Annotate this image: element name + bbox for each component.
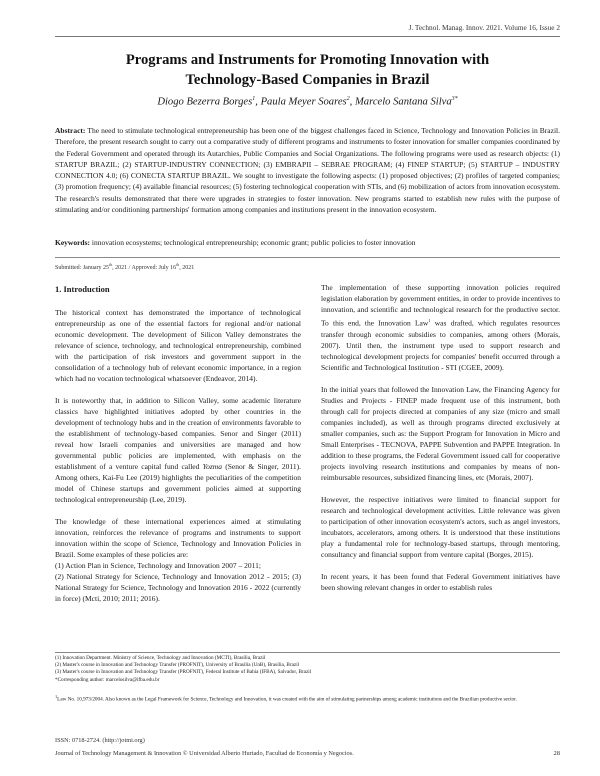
paragraph-text: It is noteworthy that, in addition to Silicon Valley, some academic literature classics have highlighted initiatives adopted by other countries in the development of technology hubs and in the creation of environments favorable to the establishment of technology-based companies. Senor and Singer (2011) reveal how Israeli companies and universities are managed and how governmental public policies are implemented, with emphasis on the establishment of a venture capital fund called	[55, 396, 301, 471]
journal-footer: Journal of Technology Management & Innovation © Universidad Alberto Hurtado, Facultad de Economía y Negocios.	[55, 750, 354, 757]
paragraph	[321, 282, 560, 373]
submission-dates	[55, 262, 194, 271]
title-line-1: Programs and Instruments for Promoting Innovation with	[125, 52, 490, 68]
author-mark: 1	[252, 96, 256, 102]
footnote	[55, 693, 560, 704]
paragraph: In recent years, it has been found that Federal Government initiatives have been showing relevant changes in order to establish rules	[321, 571, 560, 592]
paragraph-text: The implementation of these supporting innovation policies required legislation elaboration by government entities, in order to provide incentives to innovation, and scientific and technological research for the productive sector. To this end, the Innovation Law	[321, 283, 560, 328]
author-name: Paula Meyer Soares	[260, 96, 347, 108]
italic-term: Yozma	[202, 462, 222, 471]
paragraph: The historical context has demonstrated the importance of technological entrepreneurship as one of the essential factors for regional and/or national economic development. The development of Silicon Valley demonstrates the relevance of science, technology, and technological entrepreneurship, combined with the participation of risk investors and government support in the consolidation of a technology hub of relevant economic importance, in a region which had no vocation technological whatsoever (Endeavor, 2014).	[55, 308, 301, 383]
list-item: (2) National Strategy for Science, Technology and Innovation 2012 - 2015; (3) National Strategy for Science, Technology and Innovation 2016 - 2022 (currently in force) (Mcti, 2010; 2011; 2016).	[55, 572, 301, 603]
page-number: 28	[553, 750, 560, 757]
ordinal-suffix: th	[176, 262, 180, 267]
list-item: (1) Action Plan in Science, Technology and Innovation 2007 – 2011;	[55, 561, 261, 570]
abstract-label: Abstract:	[55, 126, 86, 135]
notes-divider	[55, 652, 560, 653]
keywords-text: innovation ecosystems; technological entrepreneurship; economic grant; public policies to foster innovation	[91, 238, 416, 247]
affiliations	[55, 655, 560, 684]
paragraph-text: was drafted, which regulates resources transfer through economic subsidies to companies, among others (Morais, 2007). Until then, the instrument type used to support research and technological development projects for companies' benefit occurred through a Scientific and Technological Institution - STI (CGEE, 2009).	[321, 318, 560, 372]
abstract-text: The need to stimulate technological entrepreneurship has been one of the biggest challenges faced in Science, Technology and Innovation Policies in Brazil. Therefore, the present research sought to carry out a comparative study of different programs and instruments to foster innovation for smaller companies coordinated by the Federal Government and operated through its Autarchies, Public Companies and Social Organizations. The following programs were used as research objects: (1) STARTUP BRAZIL; (2) STARTUP-INDUSTRY CONNECTION; (3) EMBRAPII – SEBRAE PROGRAM; (4) FINEP STARTUP; (5) STARTUP – INDUSTRY CONNECTION 4.0; (6) CONECTA STARTUP BRAZIL. We sought to investigate the following aspects: (1) proposed objectives; (2) profiles of targeted companies; (3) promotion frequency; (4) available financial resources; (5) fostering technological cooperation with STIs, and (6) mobilization of actors from innovation ecosystem. The research's results demonstrated that there were upgrades in strategies to foster innovation. New programs started to establish new rules with the purpose of stimulating and/or conditioning partnerships' formation among companies and institutions present in the innovation ecosystem.	[55, 126, 560, 215]
author-name: Diogo Bezerra Borges	[157, 96, 253, 108]
corresponding-author: *Corresponding author: marcelosilva@ifba.edu.br	[55, 676, 160, 683]
paragraph-text: (Senor & Singer, 2011). Among others, Kai-Fu Lee (2019) highlights the peculiarities of the competition model of Chinese startups and government policies aimed at supporting technological entrepreneurship (Lee, 2019).	[55, 462, 301, 504]
author-name: Marcelo Santana Silva	[354, 96, 452, 108]
keywords-label: Keywords:	[55, 238, 90, 247]
affiliation: (1) Innovation Department. Ministry of Science, Technology and Innovation (MCTI), Brasília, Brazil	[55, 655, 266, 661]
approved-date: , 2021 / Approved: July 16	[112, 265, 177, 271]
left-column	[55, 282, 301, 615]
approved-year: , 2021	[179, 265, 195, 271]
running-head: J. Technol. Manag. Innov. 2021. Volume 16, Issue 2	[408, 23, 560, 32]
footnote-mark: 1	[428, 318, 431, 323]
footnote-mark: 1	[55, 694, 58, 699]
footnote-text: Law No. 10,973/2004. Also known as the Legal Framework for Science, Technology and Innovation, it was created with the aim of stimulating partnerships among academic institutions and the Brazilian productive sector.	[57, 696, 517, 703]
article-title	[55, 50, 560, 90]
abstract	[55, 125, 560, 215]
top-rule	[55, 36, 560, 37]
affiliation: (3) Master's course in Innovation and Technology Transfer (PROFNIT), Federal Institute of Bahia (IFBA), Salvador, Brazil	[55, 669, 312, 676]
paragraph: The knowledge of these international experiences aimed at stimulating innovation, reinforces the relevance of programs and instruments to support innovation within the scope of Science, Technology and Innovation Policies in Brazil. Some examples of these policies are:	[55, 517, 301, 559]
author-list: Diogo Bezerra Borges$^1$, Paula Meyer Soares$^2$, Marcelo Santana Silva$^{3*}$	[157, 96, 458, 108]
paragraph: However, the respective initiatives were limited to financial support for research and technological development activities. Little relevance was given to participation of other innovation ecosystem's actors, such as angel investors, incubators, accelerators, among others. It is understood that these institutions play a fundamental role for technology-based startups, through mentoring, consultancy and financial support from venture capital (Borges, 2015).	[321, 494, 560, 559]
author-mark: 3*	[451, 96, 458, 102]
submitted-date: Submitted: January 25	[55, 265, 109, 271]
keywords	[55, 238, 560, 247]
affiliation: (2) Master's course in Innovation and Technology Transfer (PROFNIT), University of Brasília (UnB), Brasília, Brazil	[55, 662, 300, 669]
author-mark: 2	[346, 96, 350, 102]
section-heading: 1. Introduction	[55, 284, 110, 294]
ordinal-suffix: th	[109, 262, 113, 267]
title-line-2: Technology-Based Companies in Brazil	[185, 72, 430, 88]
paragraph	[55, 395, 301, 505]
issn: ISSN: 0718-2724. (http://jotmi.org)	[55, 737, 145, 744]
divider	[55, 257, 560, 258]
paragraph: In the initial years that followed the Innovation Law, the Financing Agency for Studies and Projects - FINEP made frequent use of this instrument, both through call for projects directed at companies of any size (micro and small companies included), as well as through programs directed exclusively at smaller companies, such as: the Support Program for Innovation in Micro and Small Enterprises - TECNOVA, PAPPE Subvention and PAPPE Integration. In addition to these programs, the Federal Government issued call for cooperative projects involving research institutions and companies by means of non-reimbursable resources, subsidized financing lines, etc (Morais, 2007).	[321, 384, 560, 482]
right-column	[321, 282, 560, 604]
